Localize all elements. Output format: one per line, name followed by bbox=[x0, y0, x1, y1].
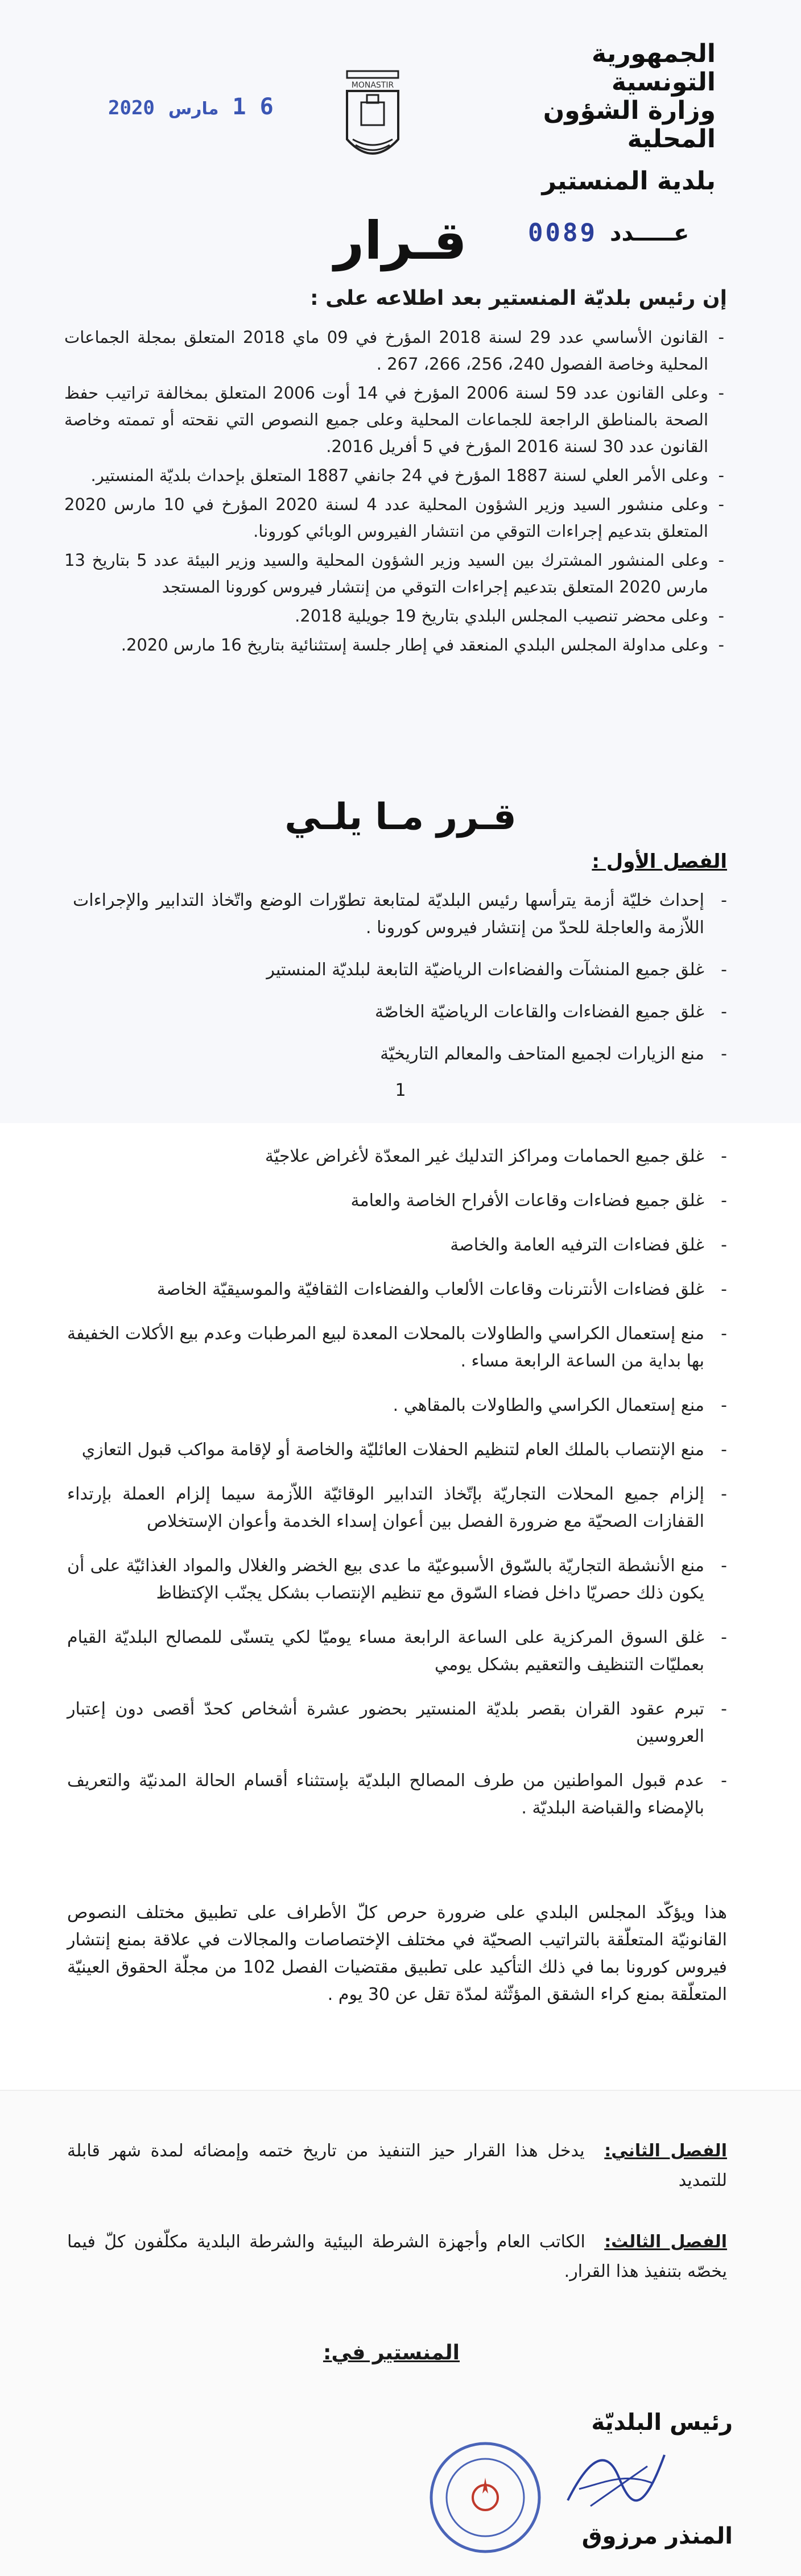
chapter-1-label: الفصل الأول : bbox=[592, 850, 727, 873]
decision-item: - غلق السوق المركزية على الساعة الرابعة مساء يوميّا لكي يتسنّى للمصالح البلديّة القيام بعمليّات التنظيف والتعقيم بشكل يومي bbox=[67, 1624, 727, 1679]
decision-item: - غلق فضاءات الترفيه العامة والخاصة bbox=[67, 1232, 727, 1259]
country-name: الجمهورية التونسية bbox=[592, 39, 716, 97]
decision-item: - منع الزيارات لجميع المتاحف والمعالم التاريخيّة bbox=[73, 1041, 727, 1068]
stamp-day: 1 6 bbox=[232, 94, 274, 120]
decision-heading: قـرر مـا يلـي bbox=[284, 796, 517, 838]
signature-icon bbox=[556, 2432, 682, 2523]
chapter-3-label: الفصل الثالث: bbox=[604, 2232, 727, 2252]
decisions-list-page-2 bbox=[67, 1143, 727, 1839]
legal-clause: - وعلى القانون عدد 59 لسنة 2006 المؤرخ في 14 أوت 2006 المتعلق بمخالفة تراتيب حفظ الصحة بالمناطق الراجعة للجماعات المحلية وعلى جميع النصوص التي نقحته أو تممته وخاصة القانون عدد 30 لسنة 2016 المؤرخ في 5 أفريل 2016. bbox=[64, 380, 724, 460]
stamp-month: مارس bbox=[168, 99, 219, 119]
legal-basis-list bbox=[64, 324, 724, 661]
closing-paragraph: هذا ويؤكّد المجلس البلدي على ضرورة حرص كلّ الأطراف على تطبيق مختلف النصوص القانونيّة المتعلّقة بالتراتيب الصحيّة في مختلف الإختصاصات والمجالات في علاقة بمنع إنتشار فيروس كورونا بما في ذلك التأكيد على تطبيق مقتضيات الفصل 102 من مجلّة الحقوق العينيّة المتعلّقة بمنع كراء الشقق المؤثّثة لمدّة تقل عن 30 يوم . bbox=[67, 1903, 728, 2005]
stamp-year: 2020 bbox=[108, 97, 155, 119]
page-number: 1 bbox=[395, 1080, 406, 1100]
legal-clause: - وعلى الأمر العلي لسنة 1887 المؤرخ في 24 جانفي 1887 المتعلق بإحداث بلديّة المنستير. bbox=[64, 462, 724, 489]
chapter-2-label: الفصل الثاني: bbox=[604, 2141, 727, 2161]
legal-clause: - القانون الأساسي عدد 29 لسنة 2018 المؤرخ في 09 ماي 2018 المتعلق بمجلة الجماعات المحلية وخاصة الفصول 240، 256، 266، 267 . bbox=[64, 324, 724, 378]
official-seal-icon bbox=[426, 2438, 545, 2557]
decision-item: - منع الأنشطة التجاريّة بالسّوق الأسبوعيّة ما عدى بيع الخضر والغلال والمواد الغذائيّة على أن يكون ذلك حصريّا داخل فضاء السّوق مع تنظيم الإنتصاب بشكل يجنّب الإكتظاظ bbox=[67, 1552, 727, 1607]
legal-clause: - وعلى محضر تنصيب المجلس البلدي بتاريخ 19 جويلية 2018. bbox=[64, 603, 724, 629]
chapter-2 bbox=[67, 2136, 727, 2196]
chapter-2-text: يدخل هذا القرار حيز التنفيذ من تاريخ ختمه وإمضائه لمدة شهر قابلة للتمديد bbox=[67, 2141, 727, 2190]
signatory-name: المنذر مرزوق bbox=[581, 2523, 733, 2549]
document-page-2 bbox=[0, 1123, 801, 2090]
municipality-emblem-icon bbox=[336, 60, 410, 168]
decision-item: - غلق جميع فضاءات وقاعات الأفراح الخاصة والعامة bbox=[67, 1187, 727, 1215]
decision-item: - غلق فضاءات الأنترنات وقاعات الألعاب والفضاءات الثقافيّة والموسيقيّة الخاصة bbox=[67, 1276, 727, 1303]
municipality-name: بلدية المنستير bbox=[542, 167, 716, 196]
decision-item: - إلزام جميع المحلات التجاريّة بإتّخاذ التدابير الوقائيّة اللاّزمة سيما إلزام العملة بإرتداء القفازات الصحيّة مع ضرورة الفصل بين أعوان إسداء الخدمة وأعوان الإستخلاص bbox=[67, 1481, 727, 1535]
decision-item: - منع إستعمال الكراسي والطاولات بالمقاهي . bbox=[67, 1392, 727, 1419]
chapter-3 bbox=[67, 2227, 727, 2287]
decision-item: - إحداث خليّة أزمة يترأسها رئيس البلديّة لمتابعة تطوّرات الوضع واتّخاذ التدابير والإجراءات اللاّزمة والعاجلة للحدّ من إنتشار فيروس كورونا . bbox=[73, 887, 727, 942]
legal-clause: - وعلى المنشور المشترك بين السيد وزير الشؤون المحلية والسيد وزير البيئة عدد 5 بتاريخ 13 مارس 2020 المتعلق بتدعيم إجراءات التوقي من إنتشار فيروس كورونا المستجد bbox=[64, 547, 724, 600]
decision-item: - غلق جميع المنشآت والفضاءات الرياضيّة التابعة لبلديّة المنستير bbox=[73, 956, 727, 984]
chapter-3-text: الكاتب العام وأجهزة الشرطة البيئية والشرطة البلدية مكلّفون كلّ فيما يخصّه بتنفيذ هذا القرار. bbox=[67, 2232, 727, 2281]
document-page-3 bbox=[0, 2090, 801, 2576]
number-label: عـــــدد bbox=[609, 220, 689, 246]
place-date-label: المنستير في: bbox=[323, 2341, 460, 2364]
decision-item: - عدم قبول المواطنين من طرف المصالح البلديّة بإستثناء أقسام الحالة المدنيّة والتعريف بالإمضاء والقباضة البلديّة . bbox=[67, 1767, 727, 1822]
document-page-1 bbox=[0, 0, 801, 1123]
emblem-caption: MONASTIR bbox=[351, 81, 394, 90]
reference-number: 0089 bbox=[528, 218, 597, 247]
ministry-name: وزارة الشؤون المحلية bbox=[543, 96, 716, 154]
document-title: قـرار bbox=[334, 210, 467, 271]
decision-item: - تبرم عقود القران بقصر بلديّة المنستير بحضور عشرة أشخاص كحدّ أقصى دون إعتبار العروسين bbox=[67, 1696, 727, 1750]
decision-item: - غلق جميع الفضاءات والقاعات الرياضيّة الخاصّة bbox=[73, 999, 727, 1026]
decisions-list-page-1 bbox=[73, 887, 727, 1083]
signatory-title: رئيس البلديّة bbox=[591, 2409, 733, 2436]
date-stamp bbox=[108, 94, 274, 120]
decision-item: - غلق جميع الحمامات ومراكز التدليك غير المعدّة لأغراض علاجيّة bbox=[67, 1143, 727, 1170]
decision-item: - منع الإنتصاب بالملك العام لتنظيم الحفلات العائليّة والخاصة أو لإقامة مواكب قبول التعازي bbox=[67, 1436, 727, 1464]
legal-clause: - وعلى مداولة المجلس البلدي المنعقد في إطار جلسة إستثنائية بتاريخ 16 مارس 2020. bbox=[64, 632, 724, 659]
intro-line: إن رئيس بلديّة المنستير بعد اطلاعه على : bbox=[310, 287, 727, 310]
legal-clause: - وعلى منشور السيد وزير الشؤون المحلية عدد 4 لسنة 2020 المؤرخ في 10 مارس 2020 المتعلق بتدعيم إجراءات التوقي من انتشار الفيروس الوبائي كورونا. bbox=[64, 491, 724, 545]
decision-item: - منع إستعمال الكراسي والطاولات بالمحلات المعدة لبيع المرطبات وعدم بيع الأكلات الخفيفة بها بداية من الساعة الرابعة مساء . bbox=[67, 1320, 727, 1375]
